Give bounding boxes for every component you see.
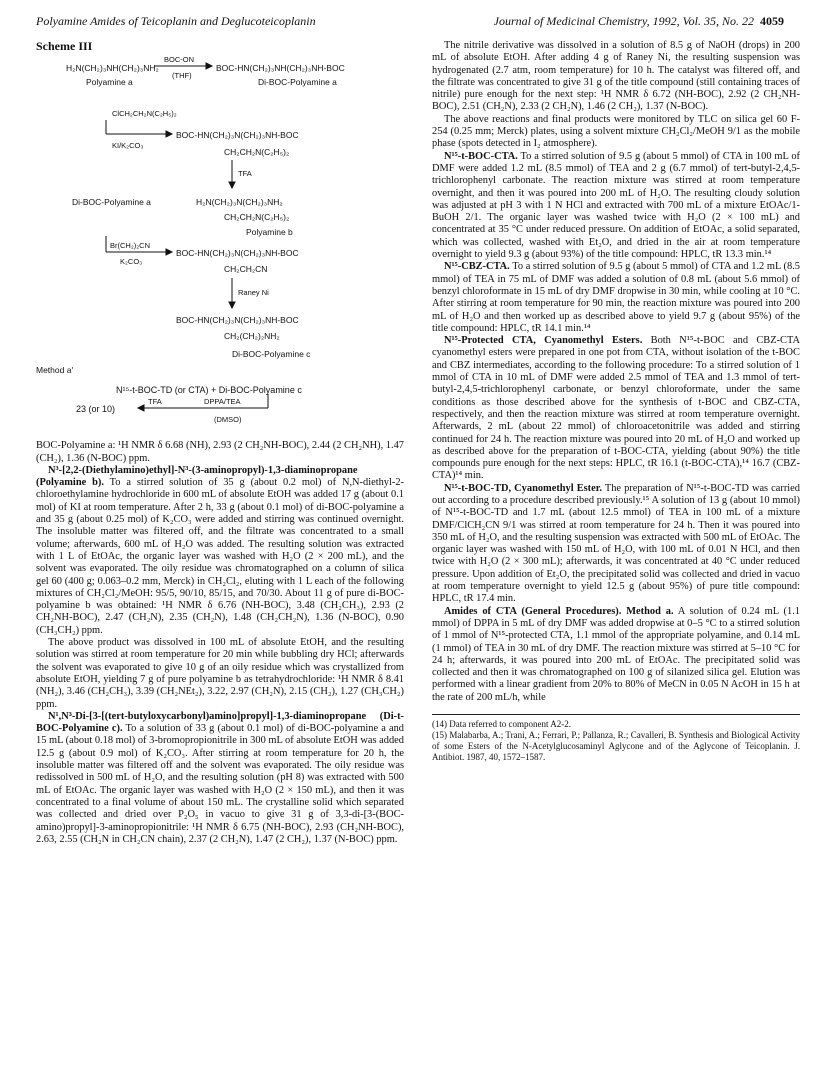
ki-k2co3-reagent: KI/K₂CO₃ [112,141,144,151]
footnotes [432,714,800,763]
journal-citation: Journal of Medicinal Chemistry, 1992, Vol. 35, No. 22 [493,14,754,28]
paragraph [36,711,404,846]
di-boc-polyamine-a-label: Di-BOC-Polyamine a [258,77,337,88]
chloroethylamine-reagent: ClCH₂CH₂N(C₂H₅)₂ [112,109,177,119]
scheme-title: Scheme III [36,39,93,53]
paragraph [432,606,800,704]
paragraph-text: The nitrile derivative was dissolved in a solution of 8.5 g of NaOH (drops) in 200 mL of absolute EtOH. After adding 4 g of Raney Ni, the resulting suspension was hydrogenated (2.7 atm, room temperature) for 10 h. The catalyst was filtered off, and the filtrate was concentrated to give 31 g of the title compound (still containing traces of nitrile) pure enough for the next step: ¹H NMR δ 6.72 (NH-BOC), 2.92 (2 CH₂NH-BOC), 2.51 (CH₂N), 2.33 (2 CH₂N), 1.46 (2 CH₂), 1.37 (N-BOC). [432,40,800,113]
dppa-tea-reagent: DPPA/TEA [204,397,241,407]
product-23-or-10: 23 (or 10) [76,404,116,415]
paragraph-text: To a solution of 33 g (about 0.1 mol) of di-BOC-polyamine a and 15 mL (about 0.18 mol) of 3-bromopropionitrile in 300 mL of absolute EtOH was added 12.5 g (about 0.9 mol) of K₂CO₃. After stirring at room temperature for 20 h, the insoluble matter was filtered off and the solvent was evaporated. The oily residue was redissolved in 500 mL of H₂O, and the resulting solution (pH 8) was extracted with 500 mL of EtOAc. The organic layer was washed with H₂O (2 × 150 mL), and then it was concentrated to a final volume of about 150 mL. The crystalline solid which separated was collected and dried over P₂O₅ in vacuo to give 31 g of 3,3-di-[3-(BOC-amino)propyl]-3-aminopropionitrile: ¹H NMR δ 6.75 (NH-BOC), 2.93 (CH₂NH-BOC), 2.63, 2.55 (CH₂N in CH₂CN chain), 2.37 (2 CH₂N), 1.47 (2 CH₂), 1.37 (N-BOC) ppm. [36,723,404,845]
row2-substituent: CH₂CH₂N(C₂H₅)₂ [224,147,290,158]
bromopropionitrile-reagent: Br(CH₂)₂CN [110,241,150,251]
scheme-iii-diagram [36,56,404,476]
paragraph [432,151,800,262]
k2co3-reagent: K₂CO₃ [120,257,143,267]
paragraph-text: To a stirred solution of 35 g (about 0.2 mol) of N,N-diethyl-2-chloroethylamine hydrochloride in 600 mL of absolute EtOH was added 17 g (about 0.1 mol) of KI at room temperature. After 2 h, 33 g (about 0.1 mol) of di-BOC-polyamine a and 35 g (about 0.25 mol) of K₂CO₃ were added and stirring was continued overnight. The insoluble matter was filtered off, and the filtrate was concentrated to a small volume; afterwards, 600 mL of H₂O was added. The resulting solution was extracted with 1 L of EtOAc, the organic layer was washed with H₂O (2 × 200 mL), and the solvent was evaporated. The oily residue was chromatographed on a column of silica gel 60 (400 g; 0.063–0.2 mm, Merck) in CH₂Cl₂, eluting with 1 L each of the following mixtures of CH₂Cl₂/MeOH: 95/5, 90/10, 85/15, and 70/30. About 11 g of pure di-BOC-polyamine b was obtained: ¹H NMR δ 6.76 (NH-BOC), 3.48 (CH₂CH₃), 2.93 (2 CH₂NH-BOC), 2.47 (CH₂N), 2.35 (CH₂N), 1.48 (CH₂CH₂N), 1.36 (N-BOC), 0.90 (CH₃CH₂) ppm. [36,477,404,636]
paragraph [432,261,800,335]
polyamine-b-substituent: CH₂CH₂N(C₂H₅)₂ [224,212,290,223]
running-header [36,14,784,32]
paragraph-text: A solution of 0.24 mL (1.1 mmol) of DPPA in 5 mL of dry DMF was added dropwise at 0–5 °C to a stirred solution of 1 mmol of N¹⁵-protected CTA, 1.1 mmol of the appropriate polyamine, and 0.14 mL (1 mmol) of TEA in 30 mL of dry DMF. The reaction mixture was stirred at 5–10 °C for 24 h; afterwards, it was poured into 200 mL of EtOAc. The precipitated solid was collected and then it was chromatographed on 100 g of silanized silica gel. Elution was performed with a linear gradient from 20% to 80% of MeCN in 0.05 N AcOH in 15 h at the rate of 200 mL/h, while [432,605,800,703]
right-column [432,40,800,763]
paragraph-heading: N¹⁵-CBZ-CTA. [444,261,510,273]
raney-ni-reagent: Raney Ni [238,288,269,298]
paragraph-text: The above product was dissolved in 100 mL of absolute EtOH, and the resulting solution was stirred at room temperature for 20 min while bubbling dry HCl; afterwards the solvent was evaporated to give 10 g of an oily residue which was crystallized from absolute EtOH, yielding 7 g of pure polyamine b as tetrahydrochloride: ¹H NMR δ 8.41 (NH₂), 3.46 (CH₂CH₃), 3.39 (CH₂NEt₂), 3.22, 2.97 (CH₂N), 2.15 (CH₂), 1.27 (CH₃CH₂) ppm. [36,637,404,710]
polyamine-b-label: Polyamine b [246,227,293,238]
paragraph [36,637,404,711]
footnote-14: (14) Data referred to component A2-2. [432,719,571,730]
row4-product: BOC-HN(CH₂)₃N(CH₂)₃NH-BOC [176,248,299,259]
paragraph-text: BOC-Polyamine a: ¹H NMR δ 6.68 (NH), 2.93 (2 CH₂NH-BOC), 2.44 (2 CH₂NH), 1.47 (CH₂), 1.36 (N-BOC) ppm. [36,440,404,464]
paragraph-heading: N¹⁵-t-BOC-TD, Cyanomethyl Ester. [444,482,602,494]
paragraph-heading: N¹⁵-Protected CTA, Cyanomethyl Esters. [444,335,643,347]
tfa-reagent: TFA [238,169,252,179]
left-column [36,40,404,846]
footnote-15: (15) Malabarba, A.; Trani, A.; Ferrari, P.; Pallanza, R.; Cavalleri, B. Synthesis and Biological Activity of some Esters of the N-Acetylglucosaminyl Aglycone and of the Aglycone of Teicoplanin. J. Antibiot. 1987, 40, 1572–1587. [432,730,800,763]
paragraph-text: The above reactions and final products were monitored by TLC on silica gel 60 F-254 (0.25 mm; Merck) plates, using a solvent mixture CH₂Cl₂/MeOH 9/1 as the mobile phase (spots detected in I₂ atmosphere). [432,113,800,150]
polyamine-a-formula: H₂N(CH₂)₃NH(CH₂)₃NH₂ [66,63,159,74]
row5-substituent: CH₂(CH₂)₂NH₂ [224,331,280,342]
paragraph [432,114,800,151]
method-a-prime-label: Method a' [36,365,74,376]
paragraph [432,483,800,606]
row2-product: BOC-HN(CH₂)₃N(CH₂)₃NH-BOC [176,130,299,141]
paragraph-heading: N³-[2,2-(Diethylamino)ethyl]-N³-(3-aminopropyl)-1,3-diaminopropane (Polyamine b). [36,464,358,489]
paragraph-text: The preparation of N¹⁵-t-BOC-TD was carried out according to a procedure described previously.¹⁵ A solution of 13 g (about 10 mmol) of N¹⁵-t-BOC-TD and 1.7 mL (about 12.5 mmol) of TEA in 100 mL of a mixture DMF/ClCH₂CN 9/1 was stirred at room temperature for 24 h. Then it was poured into 350 mL of H₂O, and the resulting suspension was extracted with 500 mL of EtOAc. The organic layer was washed with 150 mL of H₂O, with 100 mL of 0.01 N HCl, and then twice with H₂O (2 × 300 mL); afterwards, it was concentrated at 40 °C under reduced pressure. Upon addition of Et₂O, the precipitated solid was collected and dried in vacuo at room temperature overnight to yield 12.5 g (about 95%) of pure title compound: HPLC, tR 17.4 min. [432,482,800,605]
paragraph [36,465,404,637]
header-journal [494,14,784,29]
paragraph-text: To a stirred solution of 9.5 g (about 5 mmol) of CTA in 100 mL of DMF were added 1.2 mL (8.5 mmol) of TEA and 2 g (6.7 mmol) of tert-butyl-2,4,5-trichlorophenyl carbonate. The reaction mixture was stirred at room temperature overnight, and then it was poured into 200 mL of H₂O. The resulting cloudy solution was adjusted at pH 3 with 1 N HCl and extracted with 700 mL of a mixture EtOAc/1-BuOH 2/1. The organic layer was washed twice with H₂O (2 × 100 mL) and concentrated at 35 °C under reduced pressure. On addition of EtOAc, a solid separated, which was collected, washed with Et₂O, and dried in the air at room temperature overnight to yield 9.3 g (about 93%) of the title compound: HPLC, tR 13.3 min.¹⁴ [432,150,800,261]
row4-substituent: CH₂CH₂CN [224,264,268,275]
row3-starting-material: Di-BOC-Polyamine a [72,197,151,208]
di-boc-polyamine-a-formula: BOC-HN(CH₂)₃NH(CH₂)₃NH-BOC [216,63,345,74]
paragraph-heading: N¹,N³-Di-[3-[(tert-butyloxycarbonyl)amino]propyl]-1,3-diaminopropane (Di-t-BOC-Polyamine c). [36,710,404,735]
polyamine-a-label: Polyamine a [86,77,133,88]
row5-product: BOC-HN(CH₂)₃N(CH₂)₃NH-BOC [176,315,299,326]
polyamine-b-formula: H₂N(CH₂)₃N(CH₂)₃NH₂ [196,197,283,208]
row7-tfa: TFA [148,397,162,407]
dmso-solvent: (DMSO) [214,415,242,425]
boc-on-reagent: BOC-ON [164,55,194,65]
page-number: 4059 [760,14,784,28]
paragraph-heading: Amides of CTA (General Procedures). Method a. [444,605,674,617]
paragraph [432,40,800,114]
paragraph-text: To a stirred solution of 9.5 g (about 5 mmol) of CTA and 1.2 mL (8.5 mmol) of TEA in 75 mL of DMF was added a solution of 0.8 mL (about 5.6 mmol) of benzyl chloroformate in 15 mL of dry DMF dropwise in 30 min, while cooling at 10 °C. After stirring at room temperature for 90 min, the reaction mixture was poured into 200 mL of H₂O and then worked up as described above to yield 9.7 g (about 95%) of the title compound: HPLC, tR 14.1 min.¹⁴ [432,261,800,334]
left-body-text [36,440,404,846]
paragraph-text: Both N¹⁵-t-BOC and CBZ-CTA cyanomethyl esters were prepared in one pot from CTA, without isolation of the t-BOC and CBZ intermediates, according to the following procedure: To a stirred solution of 1 mmol of CTA in 10 mL of DMF were added 2.5 mmol of TEA and 1.3 mmol of tert-butyl-2,4,5-trichlorophenyl carbonate, or benzyl chloroformate, under the same conditions as those described above for the synthesis of t-BOC and CBZ-CTA, respectively, and then the reaction mixture was stirred at room temperature overnight. Afterwards, 2 mL (about 22 mmol) of chloroacetonitrile was added and stirring continued for 24 h. The reaction mixture was poured into 20 mL of H₂O and worked up as described above for the preparation of t-BOC-CTA, yielding (about 90%) the title compounds pure enough for the next steps: HPLC, tR 16.1 (t-BOC-CTA),¹⁴ 16.7 (CBZ-CTA)¹⁴ min. [432,335,800,482]
header-title: Polyamine Amides of Teicoplanin and Deglucoteicoplanin [36,14,316,28]
paragraph-heading: N¹⁵-t-BOC-CTA. [444,150,518,162]
paragraph [432,335,800,483]
di-boc-polyamine-c-label: Di-BOC-Polyamine c [232,349,311,360]
thf-solvent: (THF) [172,71,192,81]
coupling-reactants: N¹⁵-t-BOC-TD (or CTA) + Di-BOC-Polyamine c [116,385,302,396]
